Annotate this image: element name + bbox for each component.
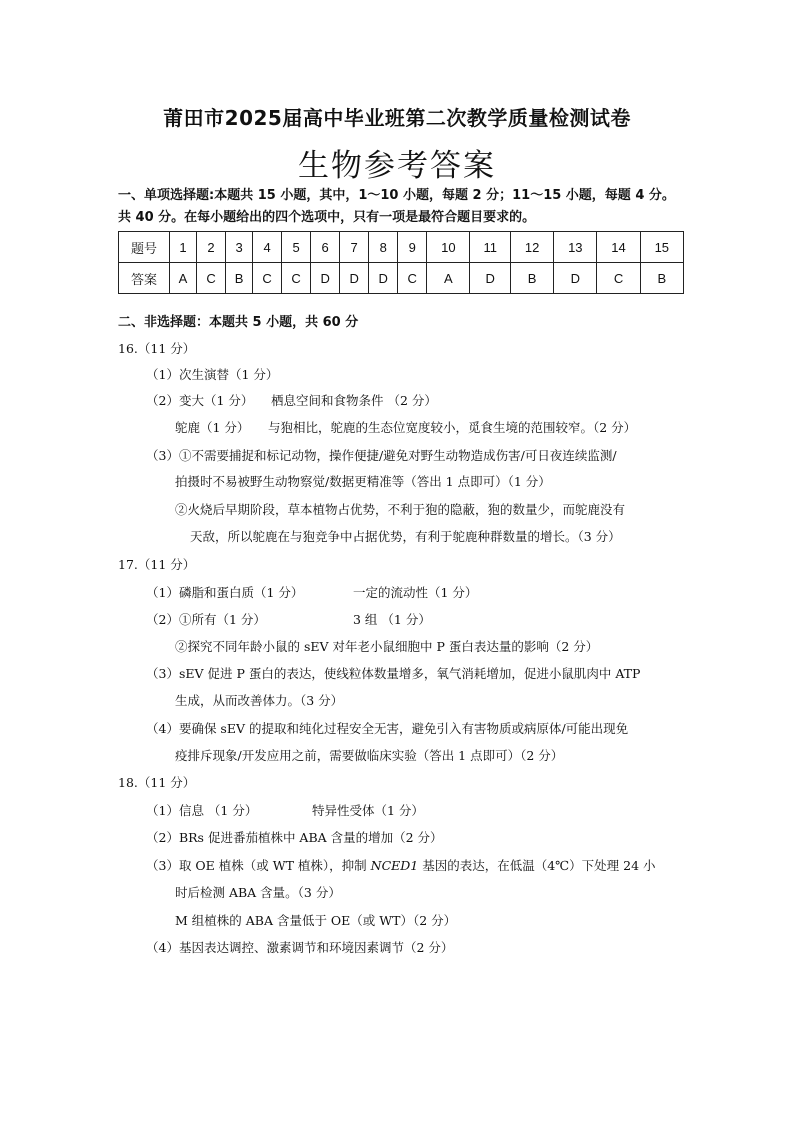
row-label-number: 题号 — [119, 232, 170, 263]
table-cell: 8 — [369, 232, 398, 263]
table-cell: D — [554, 263, 597, 294]
q18-part3-line3: M 组植株的 ABA 含量低于 OE（或 WT）（2 分） — [175, 913, 457, 928]
q16-part3-line1: （3）①不需要捕捉和标记动物，操作便捷/避免对野生动物造成伤害/可日夜连续监测/ — [146, 448, 617, 463]
q17-part2-b: 3 组 （1 分） — [353, 612, 431, 627]
table-cell: C — [398, 263, 427, 294]
answer-table — [118, 231, 684, 294]
table-cell: 15 — [640, 232, 683, 263]
table-cell: A — [427, 263, 470, 294]
q17-part1-a: （1）磷脂和蛋白质（1 分） — [146, 585, 304, 600]
table-cell: A — [170, 263, 197, 294]
answer-table-number-row — [119, 232, 684, 263]
q18-heading: 18.（11 分） — [118, 775, 196, 790]
q16-part3-line4: 天敌，所以鸵鹿在与狍竞争中占据优势，有利于鸵鹿种群数量的增长。（3 分） — [190, 529, 621, 544]
table-cell: 13 — [554, 232, 597, 263]
table-cell: 7 — [340, 232, 369, 263]
table-cell: C — [197, 263, 226, 294]
q17-part3-line2: 生成，从而改善体力。（3 分） — [175, 693, 344, 708]
section1-instructions-line1: 一、单项选择题:本题共 15 小题，其中，1～10 小题，每题 2 分；11～15 小题，每题 4 分。 — [118, 188, 675, 203]
table-cell: 14 — [597, 232, 640, 263]
q16-part1: （1）次生演替（1 分） — [146, 367, 279, 382]
q18-part3-line1 — [146, 856, 656, 874]
q17-part4-line2: 疫排斥现象/开发应用之前，需要做临床实验（答出 1 点即可）（2 分） — [175, 748, 564, 763]
table-cell: 10 — [427, 232, 470, 263]
table-cell: D — [470, 263, 511, 294]
table-cell: D — [311, 263, 340, 294]
q18-part1-a: （1）信息 （1 分） — [146, 803, 258, 818]
table-cell: 1 — [170, 232, 197, 263]
table-cell: B — [640, 263, 683, 294]
q17-part3-line1: （3）sEV 促进 P 蛋白的表达，使线粒体数量增多，氧气消耗增加，促进小鼠肌肉中 ATP — [146, 666, 641, 681]
q17-part2-c: ②探究不同年龄小鼠的 sEV 对年老小鼠细胞中 P 蛋白表达量的影响（2 分） — [175, 639, 599, 654]
q18-part3-text-cont: 基因的表达，在低温（4℃）下处理 24 小 — [418, 858, 656, 873]
table-cell: D — [340, 263, 369, 294]
table-cell: C — [282, 263, 311, 294]
q17-part1-b: 一定的流动性（1 分） — [353, 585, 478, 600]
q16-part3-line3: ②火烧后早期阶段，草本植物占优势，不利于狍的隐蔽，狍的数量少，而鸵鹿没有 — [175, 502, 626, 517]
document-title: 莆田市2025届高中毕业班第二次教学质量检测试卷 — [163, 106, 631, 130]
table-cell: 4 — [253, 232, 282, 263]
document-subtitle: 生物参考答案 — [298, 148, 496, 184]
table-cell: B — [226, 263, 253, 294]
q18-part3-text: （3）取 OE 植株（或 WT 植株），抑制 — [146, 858, 371, 873]
q16-part2-d: 与狍相比，鸵鹿的生态位宽度较小，觅食生境的范围较窄。（2 分） — [268, 420, 637, 435]
q18-part2: （2）BRs 促进番茄植株中 ABA 含量的增加（2 分） — [146, 830, 443, 845]
q18-part3-line2: 时后检测 ABA 含量。（3 分） — [175, 885, 341, 900]
table-cell: 11 — [470, 232, 511, 263]
table-cell: 3 — [226, 232, 253, 263]
table-cell: B — [510, 263, 553, 294]
q16-heading: 16.（11 分） — [118, 341, 196, 356]
table-cell: 5 — [282, 232, 311, 263]
q17-part4-line1: （4）要确保 sEV 的提取和纯化过程安全无害，避免引入有害物质或病原体/可能出现免 — [146, 721, 629, 736]
q17-part2-a: （2）①所有（1 分） — [146, 612, 266, 627]
table-cell: 2 — [197, 232, 226, 263]
table-cell: 6 — [311, 232, 340, 263]
q18-part1-b: 特异性受体（1 分） — [312, 803, 424, 818]
q16-part3-line2: 拍摄时不易被野生动物察觉/数据更精准等（答出 1 点即可）（1 分） — [175, 474, 551, 489]
table-cell: D — [369, 263, 398, 294]
answer-table-answer-row — [119, 263, 684, 294]
table-cell: C — [597, 263, 640, 294]
q17-heading: 17.（11 分） — [118, 557, 196, 572]
section1-instructions-line2: 共 40 分。在每小题给出的四个选项中，只有一项是最符合题目要求的。 — [118, 210, 536, 225]
q18-part4: （4）基因表达调控、激素调节和环境因素调节（2 分） — [146, 940, 454, 955]
table-cell: 12 — [510, 232, 553, 263]
gene-name: NCED1 — [370, 858, 419, 873]
q16-part2-c: 鸵鹿（1 分） — [175, 420, 250, 435]
q16-part2-b: 栖息空间和食物条件 （2 分） — [271, 393, 437, 408]
row-label-answer: 答案 — [119, 263, 170, 294]
q16-part2-a: （2）变大（1 分） — [146, 393, 254, 408]
section2-heading: 二、非选择题：本题共 5 小题，共 60 分 — [118, 315, 359, 330]
table-cell: 9 — [398, 232, 427, 263]
table-cell: C — [253, 263, 282, 294]
